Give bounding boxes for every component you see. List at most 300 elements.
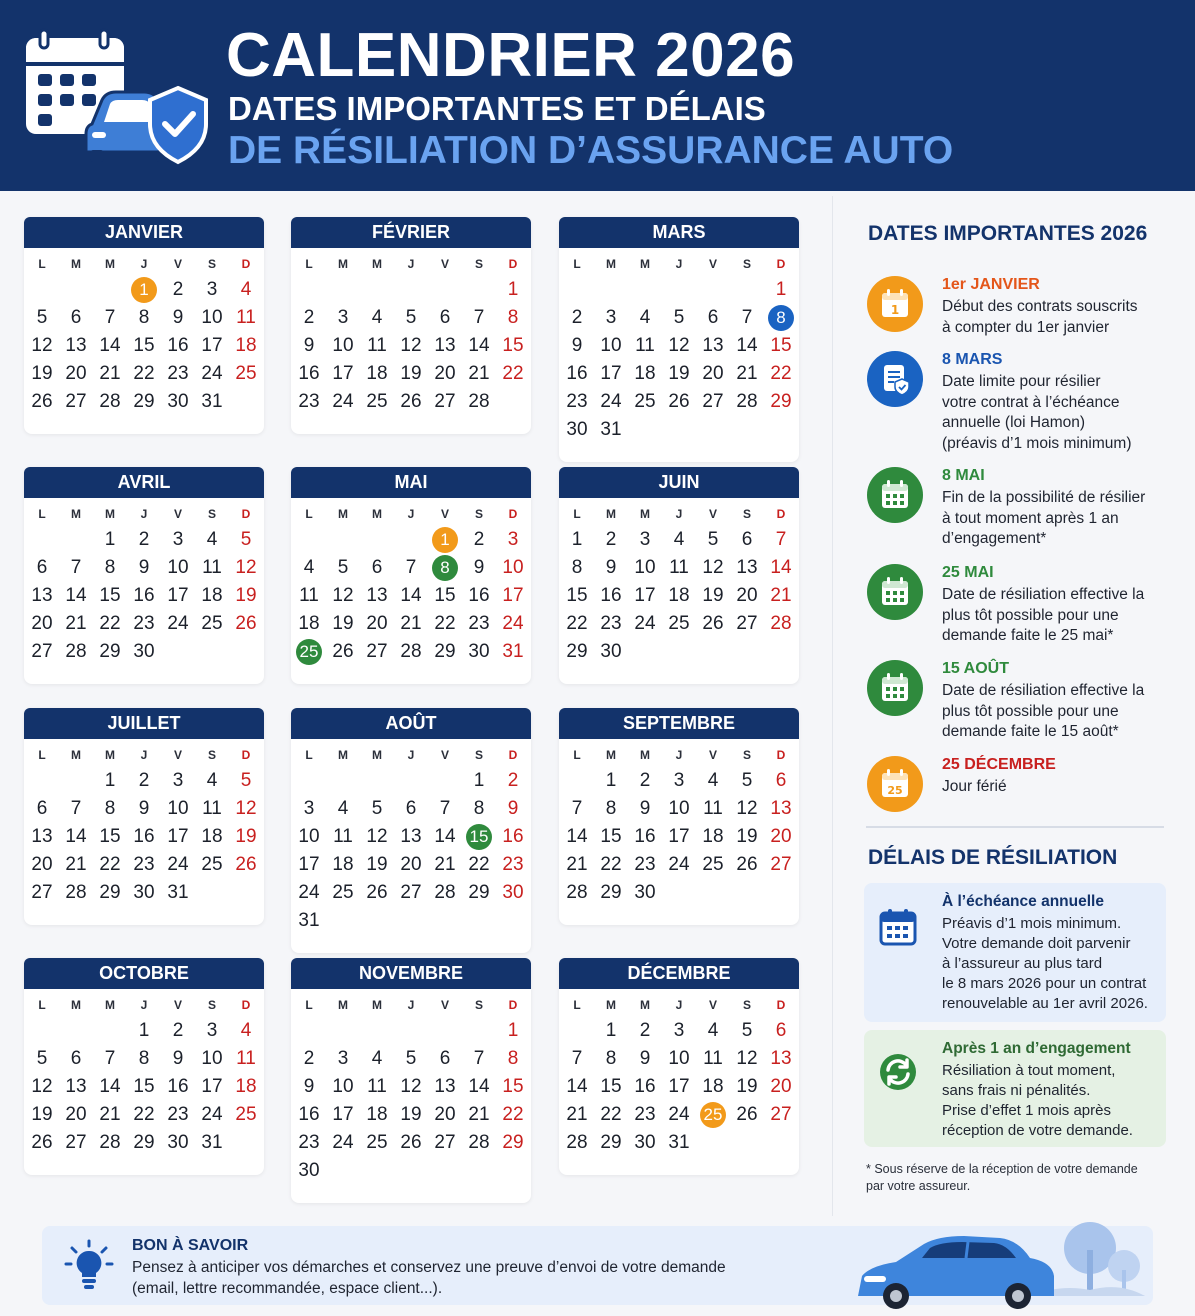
day-cell: 7 [775, 529, 787, 550]
day-cell: 1 [473, 770, 485, 791]
day-cell: 16 [566, 363, 588, 384]
day-cell: 14 [566, 1076, 588, 1097]
day-cell: 13 [31, 826, 53, 847]
month-card [559, 217, 799, 462]
day-cell: 12 [400, 335, 422, 356]
day-cell: 26 [400, 391, 422, 412]
month-card [559, 958, 799, 1175]
day-cell: 8 [507, 307, 519, 328]
month-card [291, 708, 531, 953]
sidebar-separator [866, 826, 1164, 828]
day-cell: 12 [235, 557, 257, 578]
sidebar-divider [832, 196, 833, 1216]
calendar-1-icon [867, 276, 923, 332]
day-cell: 2 [172, 279, 184, 300]
highlighted-date: 1 [432, 527, 458, 553]
day-cell: 22 [99, 613, 121, 634]
weekday-header [291, 748, 531, 764]
day-cell: 19 [332, 613, 354, 634]
day-cell: 11 [367, 1076, 387, 1097]
days-grid [559, 276, 799, 444]
day-cell: 4 [206, 529, 218, 550]
delay-card-annual [864, 883, 1166, 1022]
month-card [24, 958, 264, 1175]
day-cell: 5 [337, 557, 349, 578]
weekday-label: M [372, 507, 382, 521]
day-cell: 20 [400, 854, 422, 875]
day-cell: 21 [99, 363, 121, 384]
day-cell: 21 [65, 854, 87, 875]
weekday-header [291, 507, 531, 523]
month-name: MARS [559, 217, 799, 248]
day-cell: 6 [70, 307, 82, 328]
day-cell: 4 [303, 557, 315, 578]
calendar-grid-icon [867, 467, 923, 523]
day-cell: 12 [235, 798, 257, 819]
footnote: * Sous réserve de la réception de votre demande par votre assureur. [866, 1162, 1138, 1193]
day-cell: 27 [31, 882, 53, 903]
day-cell: 24 [167, 854, 189, 875]
day-cell: 7 [104, 1048, 116, 1069]
day-cell: 19 [235, 585, 257, 606]
day-cell: 10 [634, 557, 656, 578]
day-cell: 17 [167, 826, 189, 847]
day-cell: 1 [605, 770, 617, 791]
day-cell: 14 [99, 1076, 121, 1097]
day-cell: 18 [235, 335, 257, 356]
day-cell: 8 [507, 1048, 519, 1069]
day-cell: 25 [702, 854, 724, 875]
day-cell: 9 [303, 1076, 315, 1097]
weekday-label: S [207, 507, 216, 521]
month-card [24, 217, 264, 434]
day-cell: 9 [138, 557, 150, 578]
days-grid [24, 276, 264, 416]
day-cell: 13 [434, 1076, 456, 1097]
day-cell: 30 [600, 641, 622, 662]
day-cell: 17 [634, 585, 656, 606]
day-cell: 22 [600, 1104, 622, 1125]
day-cell: 29 [99, 882, 121, 903]
day-cell: 2 [605, 529, 617, 550]
month-card [24, 467, 264, 684]
day-cell: 10 [298, 826, 320, 847]
day-cell: 27 [31, 641, 53, 662]
weekday-label: M [606, 748, 616, 762]
day-cell: 18 [366, 363, 388, 384]
day-cell: 2 [303, 307, 315, 328]
weekday-label: J [675, 507, 683, 521]
day-cell: 26 [736, 854, 758, 875]
important-date-item [867, 756, 1167, 816]
weekday-label: V [173, 748, 182, 762]
day-cell: 20 [770, 826, 792, 847]
weekday-label: M [105, 748, 115, 762]
day-cell: 9 [172, 307, 184, 328]
day-cell: 15 [502, 1076, 524, 1097]
day-cell: 22 [770, 363, 792, 384]
day-cell: 13 [65, 335, 87, 356]
day-cell: 2 [639, 1020, 651, 1041]
day-cell: 19 [736, 1076, 758, 1097]
day-cell: 2 [303, 1048, 315, 1069]
weekday-header [24, 998, 264, 1014]
day-cell: 9 [605, 557, 617, 578]
day-cell: 18 [201, 585, 223, 606]
important-date-description: Date de résiliation effective la plus tôt possible pour une demande faite le 15 août* [942, 682, 1145, 740]
day-cell: 11 [236, 307, 256, 328]
day-cell: 19 [366, 854, 388, 875]
day-cell: 23 [167, 1104, 189, 1125]
weekday-label: S [207, 998, 216, 1012]
weekday-label: M [338, 998, 348, 1012]
day-cell: 20 [65, 363, 87, 384]
important-date-item [867, 276, 1167, 346]
weekday-label: M [338, 507, 348, 521]
day-cell: 24 [668, 1104, 690, 1125]
weekday-label: M [105, 998, 115, 1012]
day-cell: 3 [337, 1048, 349, 1069]
days-grid [24, 526, 264, 666]
day-cell: 5 [36, 1048, 48, 1069]
day-cell: 29 [600, 882, 622, 903]
weekday-label: M [640, 748, 650, 762]
important-date-description: Date limite pour résilier votre contrat à l’échéance annuelle (loi Hamon) (préavis d’1 mois minimum) [942, 373, 1132, 452]
day-cell: 11 [333, 826, 353, 847]
day-cell: 14 [99, 335, 121, 356]
day-cell: 5 [405, 1048, 417, 1069]
calendar-car-shield-icon [22, 28, 212, 168]
day-cell: 12 [332, 585, 354, 606]
day-cell: 7 [571, 798, 583, 819]
day-cell: 3 [337, 307, 349, 328]
day-cell: 11 [236, 1048, 256, 1069]
day-cell: 9 [639, 798, 651, 819]
day-cell: 27 [434, 1132, 456, 1153]
day-cell: 4 [673, 529, 685, 550]
document-shield-icon [867, 351, 923, 407]
day-cell [696, 1101, 730, 1129]
day-cell: 6 [775, 1020, 787, 1041]
day-cell: 2 [507, 770, 519, 791]
day-cell: 27 [400, 882, 422, 903]
day-cell: 31 [502, 641, 524, 662]
important-date-label: 15 AOÛT [942, 660, 1009, 677]
weekday-label: L [305, 507, 313, 521]
day-cell [292, 638, 326, 666]
weekday-label: M [640, 257, 650, 271]
day-cell: 24 [298, 882, 320, 903]
day-cell: 7 [439, 798, 451, 819]
weekday-header [559, 257, 799, 273]
day-cell: 29 [600, 1132, 622, 1153]
day-cell: 11 [202, 798, 222, 819]
weekday-label: S [207, 748, 216, 762]
day-cell: 14 [468, 335, 490, 356]
day-cell: 28 [65, 882, 87, 903]
page-subtitle-line1: DATES IMPORTANTES ET DÉLAIS [228, 90, 766, 127]
day-cell: 5 [240, 770, 252, 791]
day-cell: 25 [235, 363, 257, 384]
day-cell: 18 [332, 854, 354, 875]
day-cell: 27 [65, 391, 87, 412]
day-cell: 17 [201, 1076, 223, 1097]
day-cell: 23 [634, 854, 656, 875]
day-cell: 10 [502, 557, 524, 578]
month-name: SEPTEMBRE [559, 708, 799, 739]
highlighted-date: 25 [296, 639, 322, 665]
day-cell: 16 [167, 335, 189, 356]
day-cell: 13 [702, 335, 724, 356]
day-cell: 21 [400, 613, 422, 634]
weekday-label: M [372, 998, 382, 1012]
weekday-label: L [573, 507, 581, 521]
month-card [291, 958, 531, 1203]
day-cell: 9 [571, 335, 583, 356]
weekday-label: V [708, 507, 717, 521]
day-cell: 21 [99, 1104, 121, 1125]
month-card [291, 217, 531, 434]
delay-engagement-title: Après 1 an d’engagement [942, 1040, 1131, 1057]
month-name: AVRIL [24, 467, 264, 498]
day-cell: 12 [400, 1076, 422, 1097]
important-date-label: 25 DÉCEMBRE [942, 756, 1056, 773]
day-cell: 19 [31, 363, 53, 384]
day-cell: 19 [702, 585, 724, 606]
day-cell: 10 [332, 1076, 354, 1097]
svg-text:1: 1 [890, 303, 900, 317]
day-cell: 19 [736, 826, 758, 847]
day-cell: 13 [65, 1076, 87, 1097]
day-cell: 23 [167, 363, 189, 384]
day-cell: 4 [707, 770, 719, 791]
day-cell: 12 [668, 335, 690, 356]
day-cell: 6 [371, 557, 383, 578]
weekday-label: M [640, 998, 650, 1012]
day-cell: 15 [99, 826, 121, 847]
days-grid [559, 1017, 799, 1157]
day-cell: 31 [298, 910, 320, 931]
day-cell: 3 [303, 798, 315, 819]
important-date-description: Fin de la possibilité de résilier à tout moment après 1 an d’engagement* [942, 489, 1146, 547]
day-cell: 28 [65, 641, 87, 662]
weekday-label: M [640, 507, 650, 521]
weekday-label: V [708, 748, 717, 762]
day-cell: 14 [65, 585, 87, 606]
days-grid [291, 1017, 531, 1185]
day-cell: 27 [434, 391, 456, 412]
day-cell: 4 [240, 279, 252, 300]
weekday-label: L [573, 748, 581, 762]
day-cell: 19 [400, 1104, 422, 1125]
day-cell: 14 [736, 335, 758, 356]
day-cell: 11 [202, 557, 222, 578]
weekday-label: J [407, 998, 415, 1012]
weekday-label: D [776, 998, 786, 1012]
weekday-header [24, 257, 264, 273]
weekday-label: V [173, 998, 182, 1012]
day-cell: 20 [736, 585, 758, 606]
day-cell: 30 [634, 1132, 656, 1153]
day-cell: 10 [167, 557, 189, 578]
day-cell: 7 [70, 798, 82, 819]
weekday-label: S [474, 748, 483, 762]
month-name: FÉVRIER [291, 217, 531, 248]
day-cell: 22 [99, 854, 121, 875]
day-cell: 25 [332, 882, 354, 903]
day-cell: 16 [634, 1076, 656, 1097]
day-cell: 12 [702, 557, 724, 578]
day-cell: 10 [600, 335, 622, 356]
weekday-header [559, 507, 799, 523]
day-cell: 22 [434, 613, 456, 634]
days-grid [291, 767, 531, 935]
day-cell: 28 [566, 882, 588, 903]
weekday-header [291, 257, 531, 273]
weekday-label: J [407, 507, 415, 521]
day-cell: 31 [201, 391, 223, 412]
calendar-grid-icon [867, 660, 923, 716]
day-cell: 18 [668, 585, 690, 606]
day-cell: 30 [502, 882, 524, 903]
month-name: NOVEMBRE [291, 958, 531, 989]
day-cell: 30 [566, 419, 588, 440]
month-name: JUILLET [24, 708, 264, 739]
day-cell: 8 [473, 798, 485, 819]
day-cell: 6 [70, 1048, 82, 1069]
tip-title: BON À SAVOIR [132, 1237, 249, 1254]
day-cell: 19 [235, 826, 257, 847]
day-cell: 5 [36, 307, 48, 328]
weekday-label: D [508, 507, 518, 521]
day-cell: 6 [439, 307, 451, 328]
day-cell: 8 [605, 798, 617, 819]
important-date-label: 8 MAI [942, 467, 985, 484]
days-grid [24, 767, 264, 907]
day-cell: 29 [502, 1132, 524, 1153]
days-grid [291, 526, 531, 666]
day-cell: 20 [702, 363, 724, 384]
month-name: MAI [291, 467, 531, 498]
day-cell: 2 [571, 307, 583, 328]
day-cell: 8 [104, 798, 116, 819]
day-cell: 22 [600, 854, 622, 875]
day-cell: 7 [473, 307, 485, 328]
day-cell: 26 [31, 1132, 53, 1153]
day-cell: 5 [371, 798, 383, 819]
day-cell: 13 [400, 826, 422, 847]
day-cell: 25 [668, 613, 690, 634]
calendar-icon [878, 907, 918, 947]
day-cell: 2 [639, 770, 651, 791]
day-cell: 15 [502, 335, 524, 356]
weekday-label: M [105, 507, 115, 521]
day-cell: 25 [366, 391, 388, 412]
day-cell: 10 [668, 1048, 690, 1069]
header-banner [0, 0, 1195, 191]
day-cell: 18 [702, 1076, 724, 1097]
day-cell: 25 [201, 613, 223, 634]
day-cell: 1 [104, 770, 116, 791]
day-cell [428, 554, 462, 582]
day-cell: 3 [507, 529, 519, 550]
day-cell: 12 [736, 798, 758, 819]
weekday-label: L [38, 998, 46, 1012]
weekday-label: S [742, 257, 751, 271]
day-cell: 9 [473, 557, 485, 578]
month-name: AOÛT [291, 708, 531, 739]
day-cell: 21 [468, 363, 490, 384]
day-cell: 27 [770, 1104, 792, 1125]
day-cell: 30 [634, 882, 656, 903]
weekday-label: V [173, 257, 182, 271]
day-cell: 16 [133, 826, 155, 847]
delay-card-engagement [864, 1030, 1166, 1147]
day-cell: 3 [172, 529, 184, 550]
day-cell: 4 [206, 770, 218, 791]
day-cell: 6 [439, 1048, 451, 1069]
day-cell: 26 [736, 1104, 758, 1125]
highlighted-date: 8 [432, 555, 458, 581]
day-cell: 15 [600, 1076, 622, 1097]
month-card [559, 467, 799, 684]
day-cell: 27 [366, 641, 388, 662]
highlighted-date: 8 [768, 305, 794, 331]
important-date-description: Jour férié [942, 778, 1007, 795]
day-cell: 25 [366, 1132, 388, 1153]
day-cell: 4 [707, 1020, 719, 1041]
day-cell: 29 [133, 1132, 155, 1153]
day-cell: 17 [600, 363, 622, 384]
day-cell: 10 [332, 335, 354, 356]
day-cell: 10 [167, 798, 189, 819]
weekday-label: J [140, 998, 148, 1012]
important-date-label: 25 MAI [942, 564, 994, 581]
month-name: JUIN [559, 467, 799, 498]
weekday-label: D [508, 998, 518, 1012]
day-cell: 7 [70, 557, 82, 578]
important-date-item [867, 660, 1167, 750]
important-date-description: Date de résiliation effective la plus tôt possible pour une demande faite le 25 mai* [942, 586, 1145, 644]
day-cell: 15 [133, 335, 155, 356]
day-cell: 24 [201, 1104, 223, 1125]
day-cell: 25 [201, 854, 223, 875]
weekday-label: L [573, 257, 581, 271]
day-cell: 4 [371, 1048, 383, 1069]
weekday-label: D [241, 507, 251, 521]
day-cell: 14 [65, 826, 87, 847]
weekday-label: J [407, 748, 415, 762]
day-cell: 23 [298, 1132, 320, 1153]
day-cell: 5 [707, 529, 719, 550]
weekday-label: D [508, 257, 518, 271]
day-cell [764, 304, 798, 332]
highlighted-date: 1 [131, 277, 157, 303]
day-cell: 9 [639, 1048, 651, 1069]
day-cell: 24 [668, 854, 690, 875]
delay-annual-text: Préavis d’1 mois minimum. Votre demande doit parvenir à l’assureur au plus tard le 8 mars 2026 pour un contrat renouvelable au 1er avril 2026. [942, 915, 1148, 1012]
day-cell: 16 [468, 585, 490, 606]
day-cell: 11 [703, 798, 723, 819]
day-cell: 5 [741, 770, 753, 791]
month-name: OCTOBRE [24, 958, 264, 989]
day-cell: 14 [468, 1076, 490, 1097]
day-cell: 18 [298, 613, 320, 634]
day-cell: 29 [468, 882, 490, 903]
weekday-label: J [407, 257, 415, 271]
days-grid [559, 526, 799, 666]
day-cell: 24 [502, 613, 524, 634]
